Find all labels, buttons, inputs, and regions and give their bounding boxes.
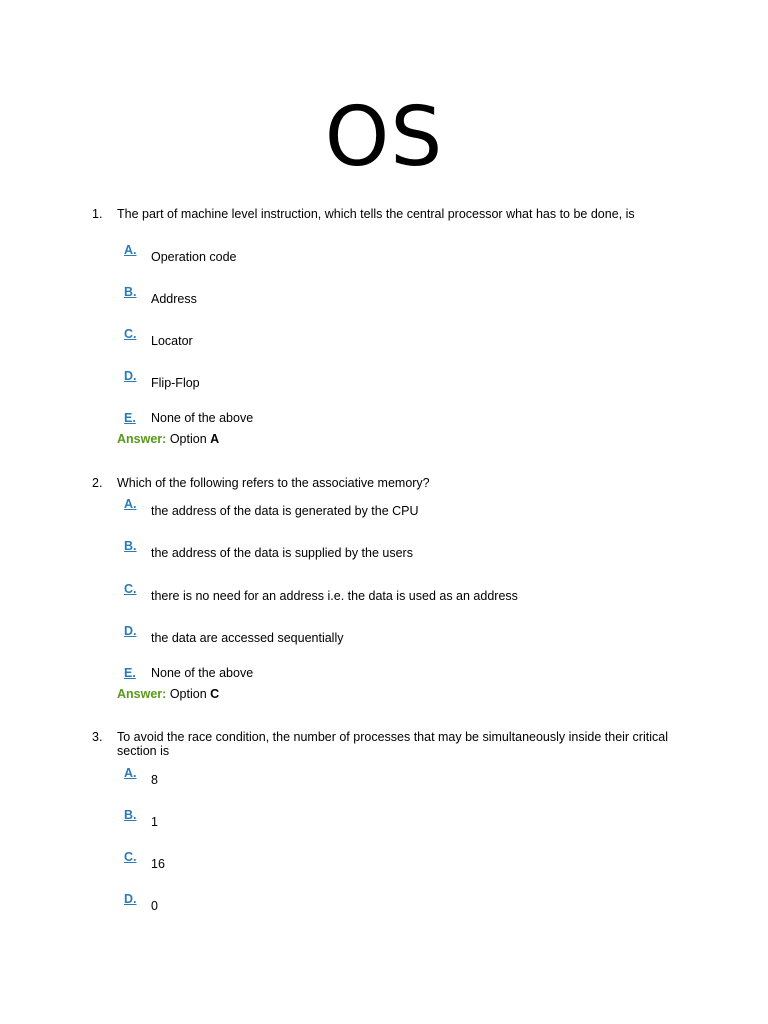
- option-c-text: 16: [151, 857, 165, 871]
- option-b-link[interactable]: B.: [124, 285, 137, 299]
- option-a-text: 8: [151, 773, 158, 787]
- option-d-link[interactable]: D.: [124, 892, 137, 906]
- option-b-text: Address: [151, 292, 197, 306]
- option-a-text: the address of the data is generated by the CPU: [151, 504, 419, 518]
- option-a-link[interactable]: A.: [124, 243, 137, 257]
- option-b-link[interactable]: B.: [124, 808, 137, 822]
- answer-line: [117, 432, 219, 446]
- question-number: 2.: [92, 476, 103, 490]
- answer-option-word: Option: [169, 432, 207, 446]
- question-text: Which of the following refers to the associative memory?: [117, 476, 430, 490]
- option-d-text: Flip-Flop: [151, 376, 200, 390]
- option-c-link[interactable]: C.: [124, 850, 137, 864]
- option-e-text: None of the above: [151, 666, 254, 680]
- option-e-link[interactable]: E.: [124, 666, 136, 680]
- option-a-link[interactable]: A.: [124, 497, 137, 511]
- option-c-link[interactable]: C.: [124, 582, 137, 596]
- option-d-text: the data are accessed sequentially: [151, 631, 344, 645]
- option-a-link[interactable]: A.: [124, 766, 137, 780]
- option-d-link[interactable]: D.: [124, 369, 137, 383]
- option-b-link[interactable]: B.: [124, 539, 137, 553]
- answer-letter: A: [210, 432, 220, 446]
- option-c-text: there is no need for an address i.e. the data is used as an address: [151, 589, 518, 603]
- question-text: To avoid the race condition, the number of processes that may be simultaneously inside their critical section is: [117, 730, 668, 758]
- question-text: The part of machine level instruction, which tells the central processor what has to be done, is: [117, 207, 635, 221]
- question-number: 3.: [92, 730, 103, 744]
- answer-line: [117, 687, 219, 701]
- document-title: OS: [324, 90, 444, 185]
- question-number: 1.: [92, 207, 103, 221]
- answer-label: Answer:: [117, 687, 167, 701]
- option-d-text: 0: [151, 899, 158, 913]
- answer-label: Answer:: [117, 432, 167, 446]
- answer-letter: C: [210, 687, 220, 701]
- option-e-text: None of the above: [151, 411, 254, 425]
- option-c-link[interactable]: C.: [124, 327, 137, 341]
- option-c-text: Locator: [151, 334, 193, 348]
- option-b-text: 1: [151, 815, 158, 829]
- option-b-text: the address of the data is supplied by the users: [151, 546, 413, 560]
- answer-option-word: Option: [169, 687, 207, 701]
- option-d-link[interactable]: D.: [124, 624, 137, 638]
- option-e-link[interactable]: E.: [124, 411, 136, 425]
- option-a-text: Operation code: [151, 250, 237, 264]
